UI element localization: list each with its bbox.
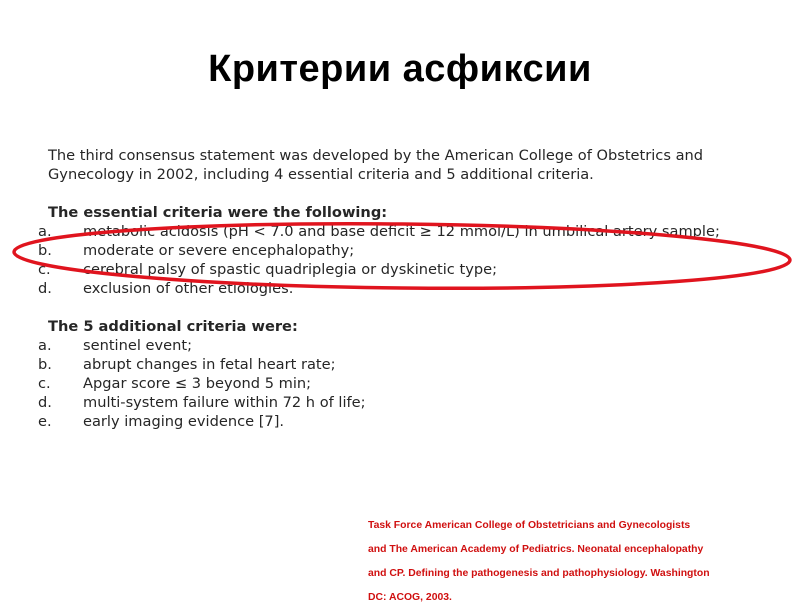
list-marker: c. [38,261,51,278]
criterion-text: sentinel event; [83,337,193,354]
essential-criterion-a [38,222,748,241]
essential-criteria-list [38,222,748,298]
essential-criterion-c [38,260,748,279]
list-marker: b. [38,356,52,373]
list-marker: a. [38,223,52,240]
additional-criterion-a [38,336,748,355]
additional-criterion-d [38,393,748,412]
list-marker: b. [38,242,52,259]
essential-criterion-b [38,241,748,260]
additional-criteria-heading: The 5 additional criteria were: [48,318,298,335]
criterion-text: exclusion of other etiologies. [83,280,294,297]
criterion-text: metabolic acidosis (pH < 7.0 and base deficit ≥ 12 mmol/L) in umbilical artery sample; [83,223,720,240]
criterion-text: cerebral palsy of spastic quadriplegia or dyskinetic type; [83,261,497,278]
criterion-text: early imaging evidence [7]. [83,413,285,430]
intro-paragraph: The third consensus statement was developed by the American College of Obstetrics and Gynecology in 2002, including 4 essential criteria and 5 additional criteria. [48,147,704,183]
reference-line-2: and The American Academy of Pediatrics. Neonatal encephalopathy [368,544,704,555]
list-marker: d. [38,280,52,297]
slide-content [38,146,748,450]
list-marker: e. [38,413,52,430]
reference-citation [368,514,788,610]
list-marker: d. [38,394,52,411]
criterion-text: Apgar score ≤ 3 beyond 5 min; [83,375,312,392]
additional-criteria-list [38,336,748,431]
essential-criteria-heading: The essential criteria were the following: [48,204,388,221]
reference-line-1: Task Force American College of Obstetricians and Gynecologists [368,520,691,531]
list-marker: a. [38,337,52,354]
reference-line-3: and CP. Defining the pathogenesis and pathophysiology. Washington [368,568,710,579]
criterion-text: multi-system failure within 72 h of life; [83,394,366,411]
essential-criterion-d [38,279,748,298]
additional-criterion-b [38,355,748,374]
additional-criterion-e [38,412,748,431]
criterion-text: moderate or severe encephalopathy; [83,242,355,259]
reference-line-4: DC: ACOG, 2003. [368,592,452,603]
additional-criterion-c [38,374,748,393]
criterion-text: abrupt changes in fetal heart rate; [83,356,336,373]
list-marker: c. [38,375,51,392]
slide-title: Критерии асфиксии [208,48,592,90]
